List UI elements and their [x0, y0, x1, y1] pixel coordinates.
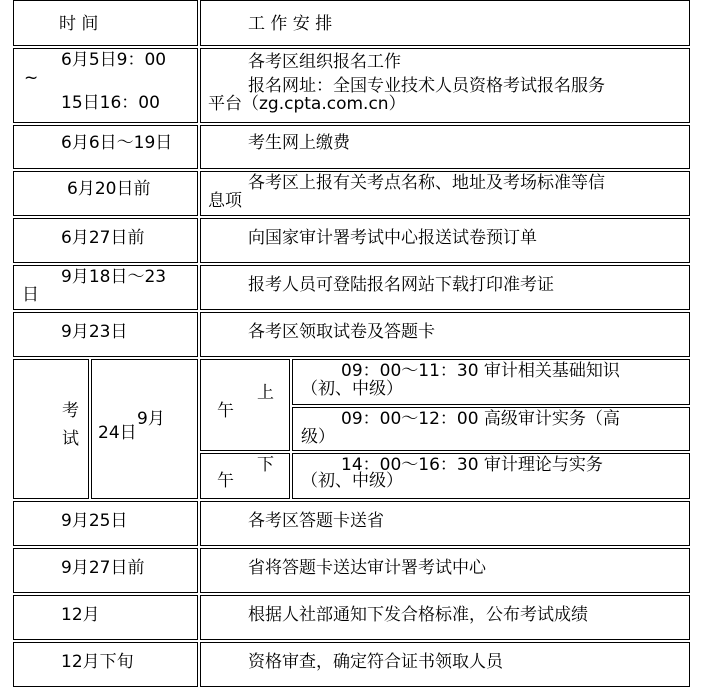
exam-date-cell — [91, 359, 198, 499]
exam-session-cell — [292, 453, 690, 499]
exam-date-line: 24日 — [98, 423, 137, 443]
header-arrangement: 工 作 安 排 — [248, 14, 333, 34]
row-work: 各考区答题卡送省 — [248, 511, 384, 531]
row-time-cell — [13, 312, 198, 357]
row-work-line: 各考区上报有关考点名称、地址及考场标准等信 — [248, 173, 605, 193]
session-line: 级） — [301, 427, 335, 447]
row-time: 6月6日～19日 — [61, 133, 173, 153]
row-work: 根据人社部通知下发合格标准，公布考试成绩 — [248, 605, 588, 625]
session-line: 09：00～12：00 高级审计实务（高 — [341, 409, 620, 429]
row-time-line: 日 — [22, 285, 39, 305]
exam-afternoon-cell — [200, 453, 290, 499]
row-work-line: 各考区组织报名工作 — [248, 52, 401, 72]
session-line: 14：00～16：30 审计理论与实务 — [341, 455, 603, 475]
row-work: 向国家审计署考试中心报送试卷预订单 — [248, 228, 537, 248]
row-time-cell — [13, 125, 198, 169]
row-work-cell — [200, 48, 690, 123]
row-time-cell — [13, 642, 198, 687]
row-work-cell — [200, 642, 690, 687]
row-time-line: 15日16：00 — [61, 93, 160, 113]
row-time: 6月27日前 — [61, 228, 145, 248]
row-time: 9月27日前 — [61, 558, 145, 578]
exam-morning-cell — [200, 359, 290, 451]
row-time-cell — [13, 595, 198, 640]
row-work-line: 平台（zg.cpta.com.cn） — [208, 94, 406, 114]
afternoon-line: 下 — [257, 455, 274, 475]
row-work-cell — [200, 218, 690, 263]
row-work-cell — [200, 125, 690, 169]
row-work-cell — [200, 548, 690, 593]
row-work-cell — [200, 265, 690, 310]
row-work-line: 息项 — [208, 191, 242, 211]
row-time-cell — [13, 501, 198, 546]
row-work-cell — [200, 312, 690, 357]
row-work-cell — [200, 171, 690, 216]
row-time: 12月 — [61, 605, 100, 625]
row-time-line: 6月5日9：00 — [61, 50, 167, 70]
row-time-line: ~ — [24, 68, 39, 88]
exam-date-line: 9月 — [137, 409, 165, 429]
morning-line: 上 — [257, 383, 274, 403]
exam-label-line: 试 — [62, 429, 79, 449]
exam-session-cell — [292, 359, 690, 405]
row-time: 9月23日 — [61, 322, 128, 342]
row-time-cell — [13, 265, 198, 310]
header-time: 时 间 — [59, 14, 99, 34]
session-line: 09：00～11：30 审计相关基础知识 — [341, 361, 620, 381]
session-line: （初、中级） — [301, 471, 403, 491]
exam-label-cell — [13, 359, 89, 499]
exam-label-line: 考 — [62, 401, 79, 421]
row-work: 考生网上缴费 — [248, 133, 350, 153]
exam-session-cell — [292, 407, 690, 451]
row-work-line: 报名网址：全国专业技术人员资格考试报名服务 — [248, 76, 605, 96]
morning-line: 午 — [217, 401, 234, 421]
row-time-cell — [13, 48, 198, 123]
row-time: 12月下旬 — [61, 652, 134, 672]
header-time-cell — [13, 0, 198, 46]
row-time: 9月25日 — [61, 511, 128, 531]
row-time-cell — [13, 171, 198, 216]
row-time-cell — [13, 218, 198, 263]
row-work: 各考区领取试卷及答题卡 — [248, 322, 435, 342]
row-work-cell — [200, 595, 690, 640]
row-work: 报考人员可登陆报名网站下载打印准考证 — [248, 275, 554, 295]
row-time-line: 9月18日～23 — [61, 267, 167, 287]
row-work: 资格审查，确定符合证书领取人员 — [248, 652, 503, 672]
afternoon-line: 午 — [217, 471, 234, 491]
session-line: （初、中级） — [301, 379, 403, 399]
row-work: 省将答题卡送达审计署考试中心 — [248, 558, 486, 578]
row-time: 6月20日前 — [67, 179, 151, 199]
row-work-cell — [200, 501, 690, 546]
header-arrangement-cell — [200, 0, 690, 46]
row-time-cell — [13, 548, 198, 593]
